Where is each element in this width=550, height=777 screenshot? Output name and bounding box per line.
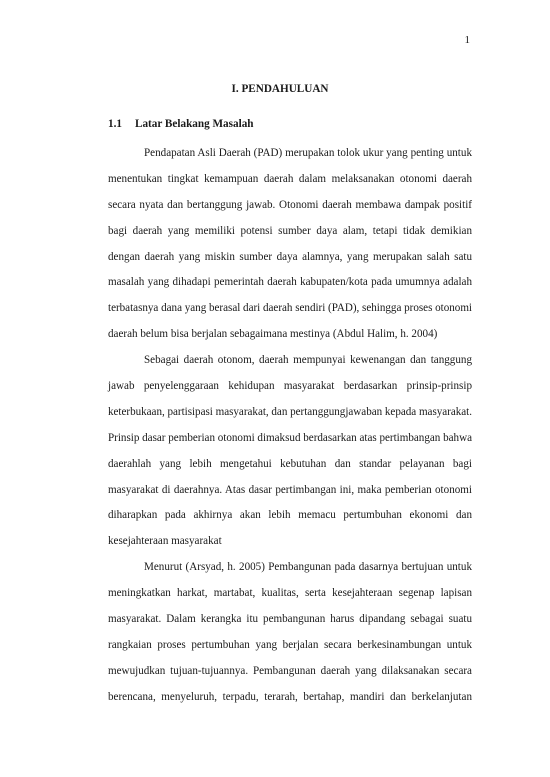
chapter-title: I. PENDAHULUAN <box>231 83 329 95</box>
text-line: secara nyata dan bertanggung jawab. Otonomi daerah membawa dampak positif <box>108 198 472 211</box>
text-line: daerahlah yang lebih mengetahui kebutuhan dan standar pelayanan bagi <box>108 457 472 470</box>
text-line: masalah yang dihadapi pemerintah daerah kabupaten/kota pada umumnya adalah <box>108 276 472 289</box>
paragraph-1 <box>108 141 472 348</box>
text-line: masyarakat di daerahnya. Atas dasar pertimbangan ini, maka pemberian otonomi <box>108 483 472 496</box>
body-text <box>108 141 472 711</box>
text-line: keterbukaan, partisipasi masyarakat, dan pertanggungjawaban kepada masyarakat. <box>108 405 472 418</box>
paragraph-3 <box>108 555 472 710</box>
text-line: kesejahteraan masyarakat <box>108 535 222 548</box>
text-line: Sebagai daerah otonom, daerah mempunyai kewenangan dan tanggung <box>144 354 472 367</box>
text-line: Pendapatan Asli Daerah (PAD) merupakan tolok ukur yang penting untuk <box>144 147 472 159</box>
text-line: terbatasnya dana yang berasal dari daerah sendiri (PAD), sehingga proses otonomi <box>108 302 472 315</box>
text-line: Prinsip dasar pemberian otonomi dimaksud berdasarkan atas pertimbangan bahwa <box>108 431 472 444</box>
text-line: masyarakat. Dalam kerangka itu pembangunan harus dipandang sebagai suatu <box>108 613 472 626</box>
section-heading <box>108 118 254 130</box>
text-line: bagi daerah yang memiliki potensi sumber daya alam, tetapi tidak demikian <box>108 224 472 237</box>
text-line: diharapkan pada akhirnya akan lebih memacu pertumbuhan ekonomi dan <box>108 509 472 522</box>
text-line: daerah belum bisa berjalan sebagaimana mestinya (Abdul Halim, h. 2004) <box>108 328 438 341</box>
text-line: mewujudkan tujuan-tujuannya. Pembangunan daerah yang dilaksanakan secara <box>108 664 472 677</box>
section-title: Latar Belakang Masalah <box>135 118 254 130</box>
text-line: berencana, menyeluruh, terpadu, terarah, bertahap, mandiri dan berkelanjutan <box>108 690 472 703</box>
text-line: rangkaian proses pertumbuhan yang berjalan secara berkesinambungan untuk <box>108 638 472 651</box>
page-number: 1 <box>464 34 470 46</box>
paragraph-2 <box>108 348 472 555</box>
text-line: Menurut (Arsyad, h. 2005) Pembangunan pada dasarnya bertujuan untuk <box>144 561 472 574</box>
text-line: menentukan tingkat kemampuan daerah dalam melaksanakan otonomi daerah <box>108 172 472 185</box>
text-line: jawab penyelenggaraan kehidupan masyarakat berdasarkan prinsip-prinsip <box>108 380 472 393</box>
section-number: 1.1 <box>108 118 122 130</box>
text-line: meningkatkan harkat, martabat, kualitas, serta kesejahteraan segenap lapisan <box>108 587 472 600</box>
text-line: dengan daerah yang miskin sumber daya alamnya, yang merupakan salah satu <box>108 250 472 263</box>
